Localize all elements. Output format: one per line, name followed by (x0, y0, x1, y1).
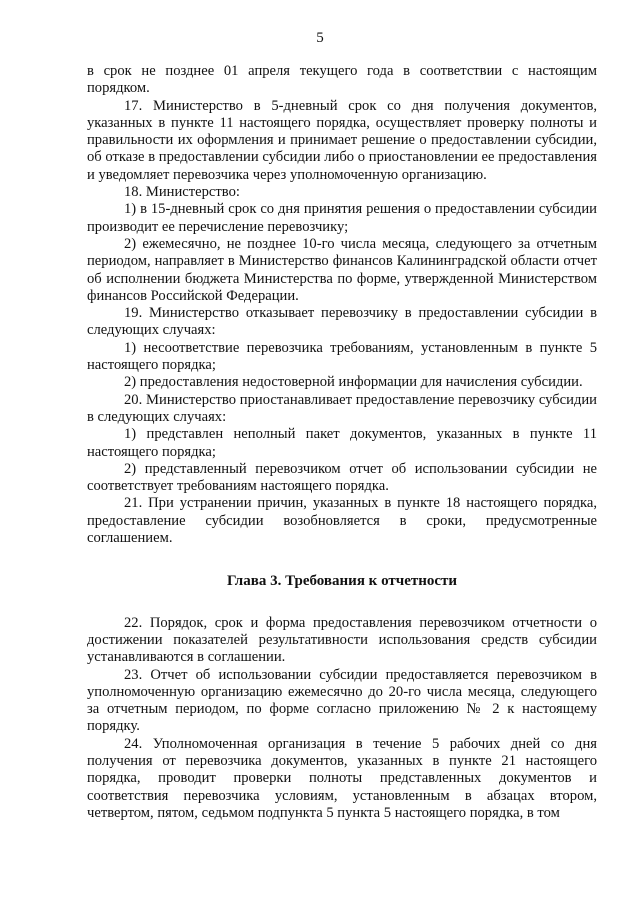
paragraph: в срок не позднее 01 апреля текущего года в соответствии с настоящим порядком. (87, 63, 597, 97)
paragraph: 21. При устранении причин, указанных в пункте 18 настоящего порядка, предоставление субсидии возобновляется в сроки, предусмотренные соглашением. (87, 495, 597, 547)
paragraph: 23. Отчет об использовании субсидии предоставляется перевозчиком в уполномоченную организацию ежемесячно до 20-го числа месяца, следующего за отчетным периодом, по форме согласно приложению № 2 к настоящему порядку. (87, 666, 597, 735)
chapter-title: Глава 3. Требования к отчетности (226, 573, 458, 590)
paragraph: 1) в 15-дневный срок со дня принятия решения о предоставлении субсидии производит ее перечисление перевозчику; (87, 201, 597, 235)
paragraph: 17. Министерство в 5-дневный срок со дня получения документов, указанных в пункте 11 настоящего порядка, осуществляет проверку полноты и правильности их оформления и принимает решение о предоставлении субсидии, об отказе в предоставлении субсидии либо о приостановлении ее предоставления и уведомляет перевозчика через уполномоченную организацию. (87, 97, 597, 183)
paragraph: 18. Министерство: (124, 184, 240, 201)
paragraph: 1) представлен неполный пакет документов, указанных в пункте 11 настоящего порядка; (87, 426, 597, 460)
paragraph: 2) ежемесячно, не позднее 10-го числа месяца, следующего за отчетным периодом, направляет в Министерство финансов Калининградской области отчет об исполнении бюджета Министерства по форме, утвержденной Министерством финансов Российской Федерации. (87, 235, 597, 304)
paragraph: 2) представленный перевозчиком отчет об использовании субсидии не соответствует требованиям настоящего порядка. (87, 460, 597, 495)
document-body (87, 63, 597, 822)
paragraph: 2) предоставления недостоверной информации для начисления субсидии. (124, 374, 583, 391)
page-number: 5 (316, 30, 324, 46)
paragraphs-after-chapter (87, 615, 597, 823)
paragraph: 1) несоответствие перевозчика требованиям, установленным в пункте 5 настоящего порядка; (87, 339, 597, 374)
paragraph: 19. Министерство отказывает перевозчику в предоставлении субсидии в следующих случаях: (87, 305, 597, 339)
paragraph: 20. Министерство приостанавливает предоставление перевозчику субсидии в следующих случаях: (87, 391, 597, 425)
paragraphs-before-chapter (87, 63, 597, 547)
paragraph: 22. Порядок, срок и форма предоставления перевозчиком отчетности о достижении показателей результативности использования средств субсидии устанавливаются в соглашении. (87, 614, 597, 666)
paragraph: 24. Уполномоченная организация в течение 5 рабочих дней со дня получения от перевозчика документов, указанных в пункте 21 настоящего порядка, проводит проверки полноты представленных документов и соответствия перевозчика условиям, установленным в абзацах втором, четвертом, пятом, седьмом подпункта 5 пункта 5 настоящего порядка, в том (87, 735, 597, 821)
